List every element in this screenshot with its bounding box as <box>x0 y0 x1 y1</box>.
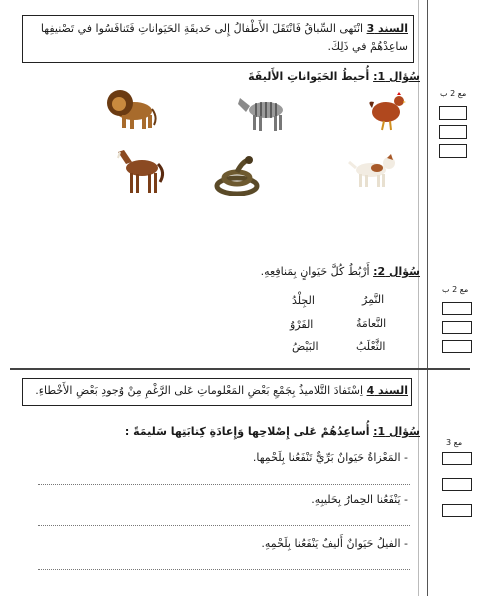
q2-right-3[interactable]: الثَّعْلَبُ <box>356 340 386 353</box>
answer-line-1[interactable] <box>38 483 410 485</box>
horse-image[interactable] <box>114 146 168 196</box>
sanad3-text: انْتَهى السِّباقُ فَانْتَقَلَ الأَطْفالُ إِلى حَديقَةِ الحَيَواناتِ فَتَنافَسُوا في تَصْنيفِها <box>40 22 364 35</box>
q2-text: أَرْبُطُ كُلَّ حَيَوانٍ بِمَنافِعِهِ. <box>260 265 370 278</box>
sanad4-text: اِسْتَفادَ التَّلاميذُ بِجَمْعِ بَعْضِ المَعْلوماتِ عَلى الرَّغْمِ مِنْ وُجودِ بَعْضِ الأَخْطاءِ. <box>35 384 364 397</box>
q2-grade-box-1[interactable] <box>442 302 472 315</box>
q3-grade-box-3[interactable] <box>442 504 472 517</box>
q3-label: سُؤال 1: <box>373 425 420 438</box>
q1-text: أُحيطُ الحَيَواناتِ الأَليفَةَ <box>248 70 370 83</box>
sanad3-line1 <box>28 22 408 36</box>
q2-right-2[interactable]: النَّعامَةُ <box>356 317 387 330</box>
sanad4-line <box>28 384 408 398</box>
q1-heading <box>60 70 420 84</box>
q2-criterion: مع 2 ب <box>442 285 469 294</box>
q1-grade-box-3[interactable] <box>439 144 467 158</box>
q2-grade-box-2[interactable] <box>442 321 472 334</box>
q2-left-2[interactable]: الفَرْوُ <box>290 318 314 331</box>
q3-heading <box>60 425 420 439</box>
q2-left-1[interactable]: الجِلْدُ <box>292 294 315 307</box>
q3-item-1: - المَعْزاةُ حَيَوانٌ بَرِّيٌّ تَنْفَعُنا بِلَحْمِها. <box>252 451 408 464</box>
q3-grade-box-2[interactable] <box>442 478 472 491</box>
q3-text: أُساعِدُهُمْ عَلى إِصْلاحِها وَإِعادَةِ كِتابَتِها سَليمَةً : <box>124 425 370 438</box>
q3-criterion: مع 3 <box>446 438 463 447</box>
q3-item-2: - يَنْفَعُنا الحِمارُ بِحَليبِهِ. <box>311 493 408 506</box>
q1-criterion: مع 2 ب <box>440 89 467 98</box>
q1-grade-box-2[interactable] <box>439 125 467 139</box>
snake-image[interactable] <box>212 154 262 196</box>
answer-line-2[interactable] <box>38 524 410 526</box>
margin-line <box>427 0 428 596</box>
zebra-image[interactable] <box>236 94 290 132</box>
q1-grade-box-1[interactable] <box>439 106 467 120</box>
section-separator <box>10 368 470 370</box>
sanad3-label: السند 3 <box>366 22 408 35</box>
q2-grade-box-3[interactable] <box>442 340 472 353</box>
q3-grade-box-1[interactable] <box>442 452 472 465</box>
margin-line-inner <box>418 0 419 596</box>
q1-label: سُؤال 1: <box>373 70 420 83</box>
hen-image[interactable] <box>366 90 406 132</box>
q2-label: سُؤال 2: <box>373 265 420 278</box>
q3-item-3: - الفيلُ حَيَوانٌ أَليفٌ يَنْفَعُنا بِلَحْمِهِ. <box>261 537 408 550</box>
dog-image[interactable] <box>347 150 399 190</box>
q2-left-3[interactable]: البَيْضُ <box>292 340 319 353</box>
q2-heading <box>60 265 420 279</box>
q2-right-1[interactable]: النَّمِرُ <box>362 293 385 306</box>
lion-image[interactable] <box>104 87 158 131</box>
sanad4-label: السند 4 <box>366 384 408 397</box>
answer-line-3[interactable] <box>38 568 410 570</box>
sanad3-line2: ساعِدْهُمْ في ذَلِكَ. <box>327 40 408 53</box>
